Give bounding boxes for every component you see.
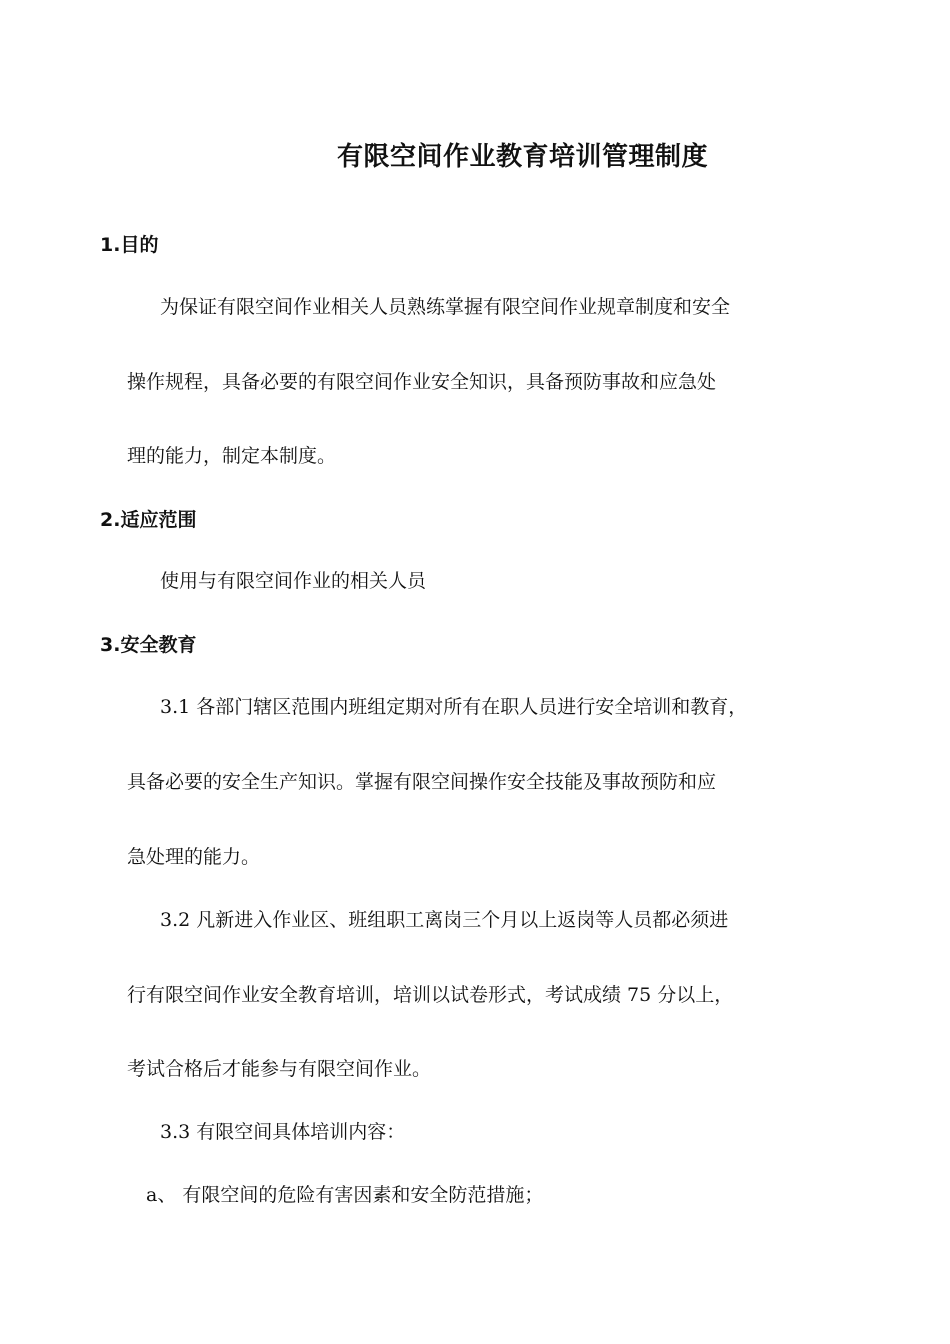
section-heading-purpose: 1.目的 xyxy=(100,234,159,256)
section-heading-safety-education: 3.安全教育 xyxy=(100,634,197,656)
paragraph-line: 具备必要的安全生产知识。掌握有限空间操作安全技能及事故预防和应 xyxy=(127,771,717,793)
page-title: 有限空间作业教育培训管理制度 xyxy=(337,142,709,172)
list-item: a、 有限空间的危险有害因素和安全防范措施； xyxy=(146,1184,544,1206)
paragraph-line: 行有限空间作业安全教育培训，培训以试卷形式，考试成绩 75 分以上， xyxy=(127,984,734,1006)
paragraph-line: 操作规程，具备必要的有限空间作业安全知识，具备预防事故和应急处 xyxy=(127,371,717,393)
paragraph-line: 考试合格后才能参与有限空间作业。 xyxy=(127,1058,432,1080)
paragraph-line: 3.1 各部门辖区范围内班组定期对所有在职人员进行安全培训和教育， xyxy=(160,696,748,718)
paragraph-line: 3.2 凡新进入作业区、班组职工离岗三个月以上返岗等人员都必须进 xyxy=(160,909,729,931)
section-heading-scope: 2.适应范围 xyxy=(100,509,197,531)
paragraph-line: 为保证有限空间作业相关人员熟练掌握有限空间作业规章制度和安全 xyxy=(160,296,731,318)
paragraph-line: 理的能力，制定本制度。 xyxy=(127,445,337,467)
paragraph-line: 使用与有限空间作业的相关人员 xyxy=(160,570,427,592)
paragraph-line: 急处理的能力。 xyxy=(127,846,261,868)
paragraph-line: 3.3 有限空间具体培训内容： xyxy=(160,1121,406,1143)
